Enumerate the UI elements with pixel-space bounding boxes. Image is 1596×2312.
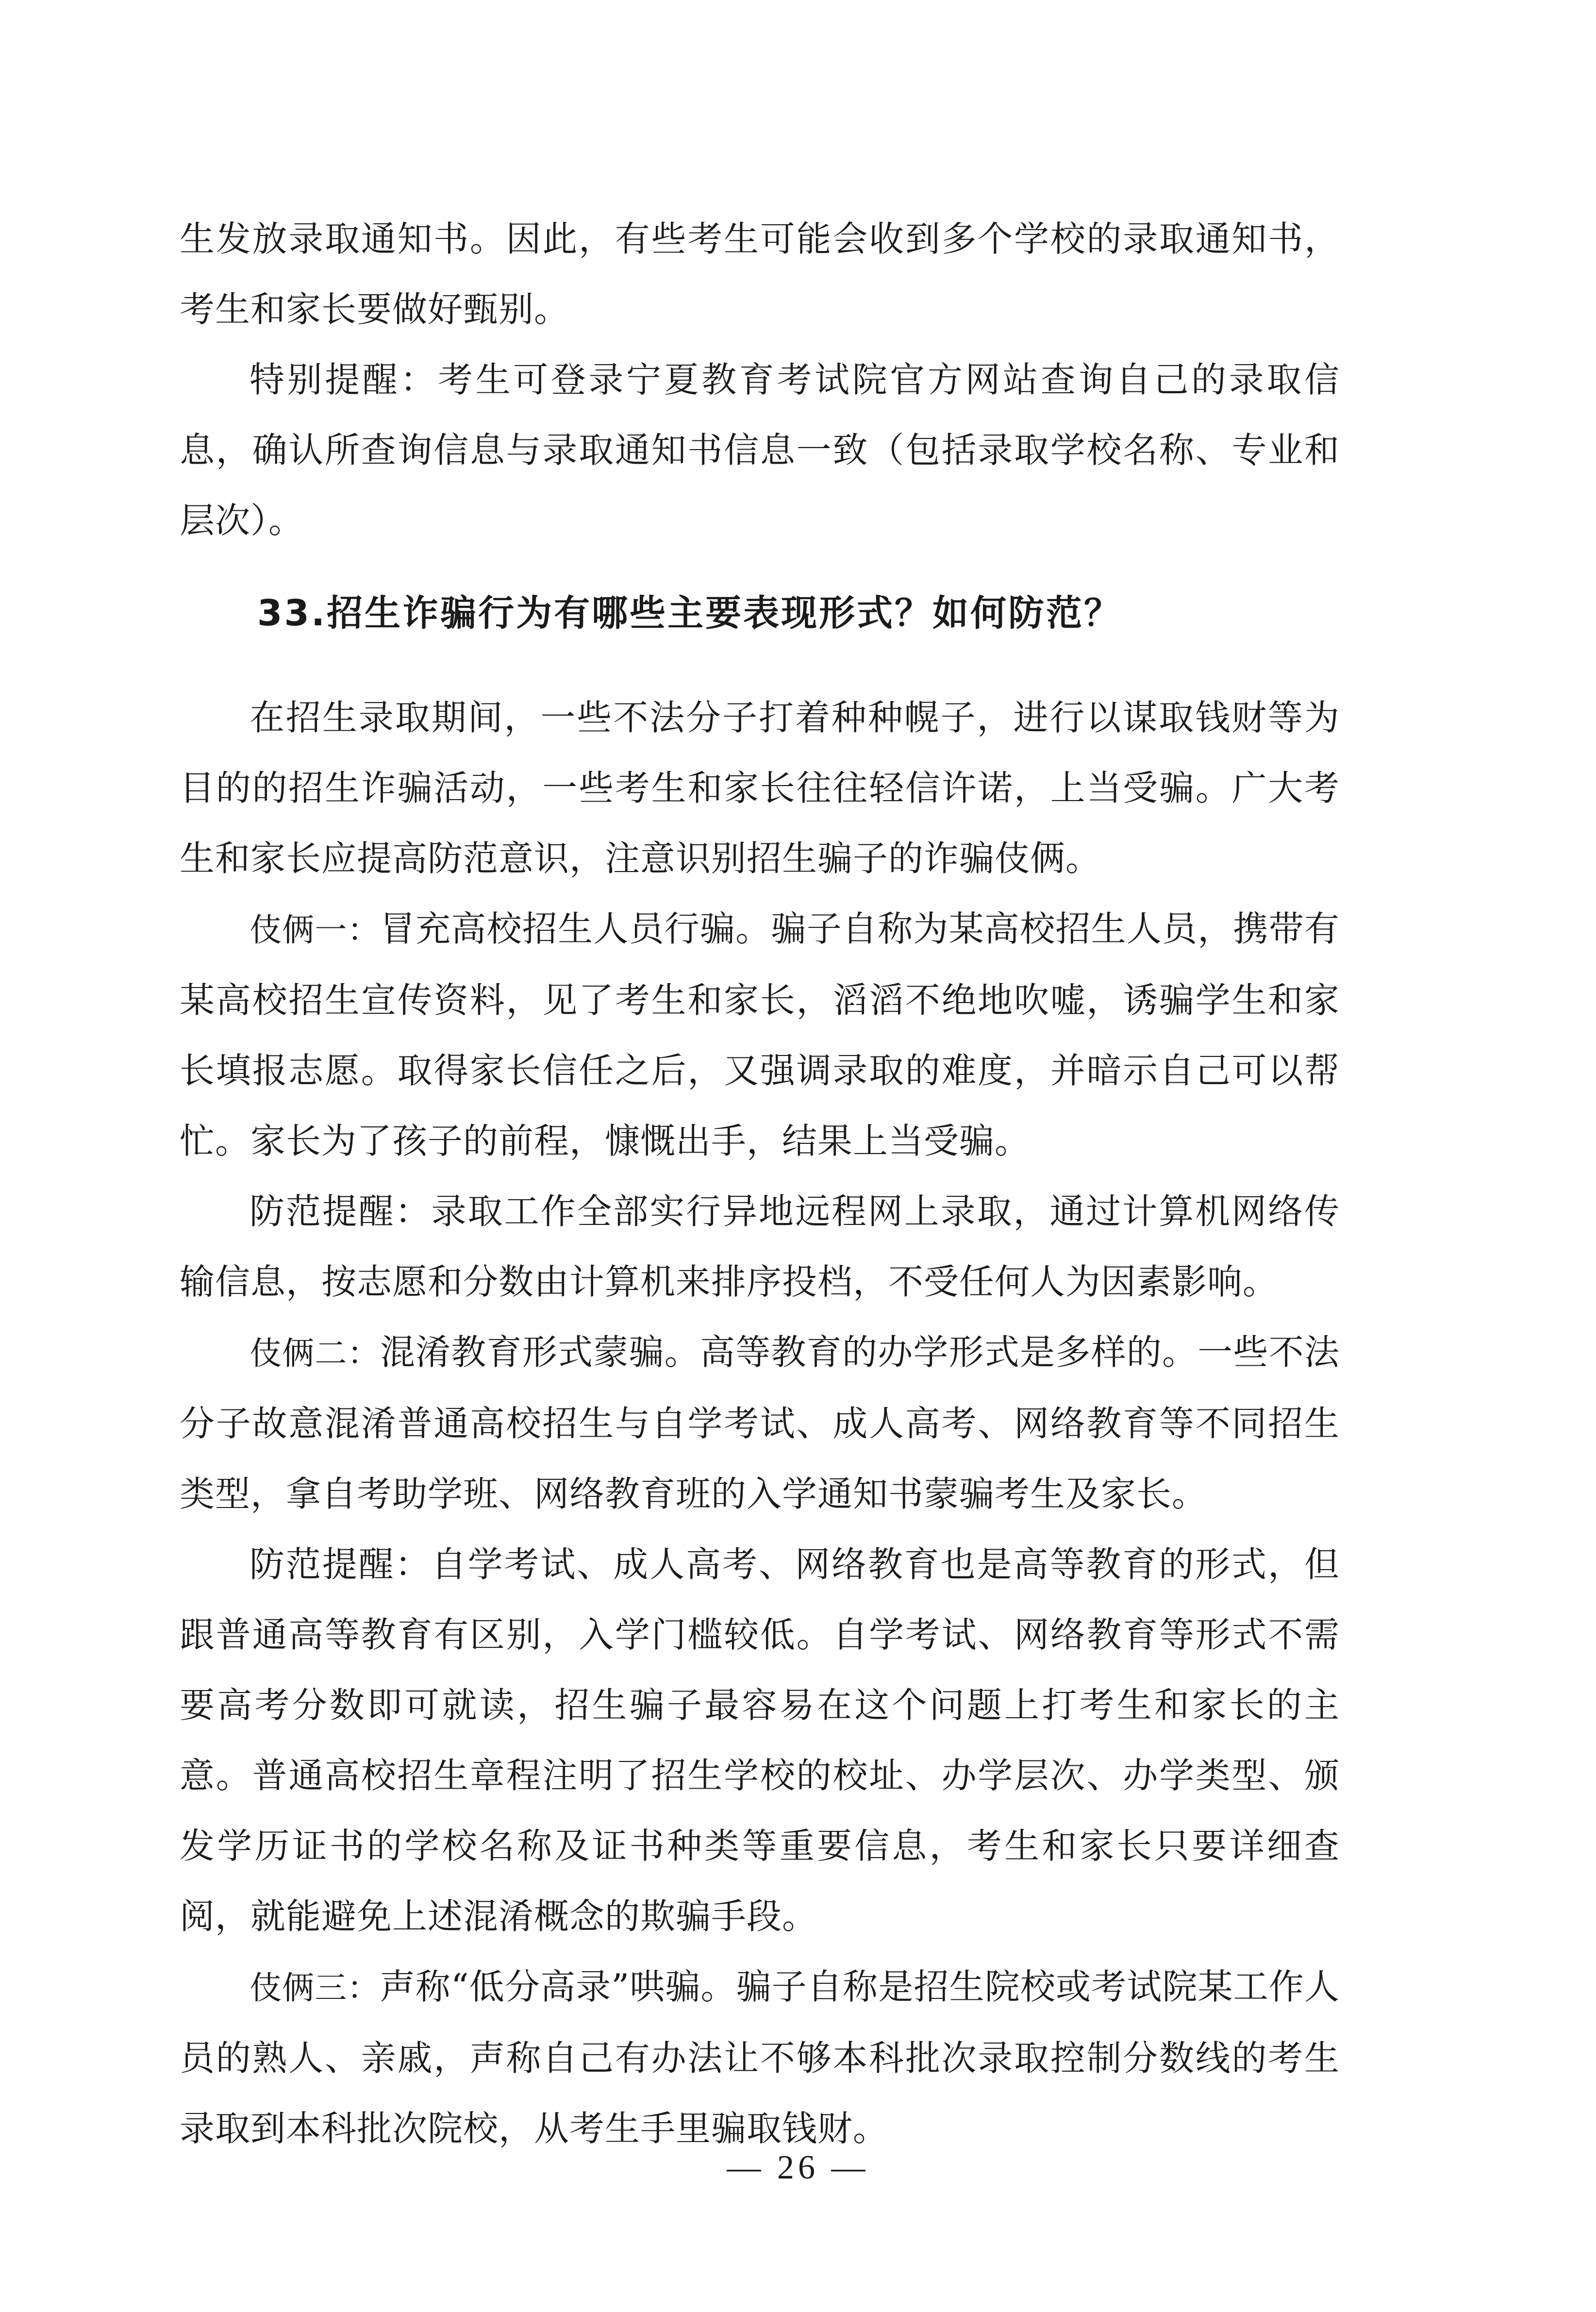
paragraph-tip-1 bbox=[180, 1176, 1340, 1317]
paragraph-intro: 在招生录取期间，一些不法分子打着种种幌子，进行以谋取钱财等为目的的招生诈骗活动，一些考生和家长往往轻信许诺，上当受骗。广大考生和家长应提高防范意识，注意识别招生骗子的诈骗伎俩。 bbox=[180, 697, 1340, 879]
tip-1-text: 录取工作全部实行异地远程网上录取，通过计算机网络传输信息，按志愿和分数由计算机来排序投档，不受任何人为因素影响。 bbox=[180, 1191, 1340, 1302]
paragraph-special-reminder bbox=[180, 345, 1340, 556]
paragraph-tip-2 bbox=[180, 1529, 1340, 1952]
tip-1-lead: 防范提醒： bbox=[249, 1191, 432, 1232]
trick-1-text: 冒充高校招生人员行骗。骗子自称为某高校招生人员，携带有某高校招生宣传资料，见了考生和家长，滔滔不绝地吹嘘，诱骗学生和家长填报志愿。取得家长信任之后，又强调录取的难度，并暗示自己可以帮忙。家长为了孩子的前程，慷慨出手，结果上当受骗。 bbox=[180, 908, 1340, 1161]
trick-2-lead: 伎俩二： bbox=[249, 1335, 380, 1372]
trick-3-text: 声称“低分高录”哄骗。骗子自称是招生院校或考试院某工作人员的熟人、亲戚，声称自己有办法让不够本科批次录取控制分数线的考生录取到本科批次院校，从考生手里骗取钱财。 bbox=[180, 1966, 1340, 2149]
paragraph-trick-2 bbox=[180, 1317, 1340, 1529]
document-body bbox=[180, 204, 1340, 2164]
page-number: — 26 — bbox=[727, 2149, 869, 2186]
tip-2-lead: 防范提醒： bbox=[249, 1544, 432, 1585]
reminder-lead: 特别提醒： bbox=[249, 359, 438, 400]
paragraph-trick-3 bbox=[180, 1952, 1340, 2164]
trick-3-lead: 伎俩三： bbox=[249, 1969, 380, 2007]
paragraph-continuation: 生发放录取通知书。因此，有些考生可能会收到多个学校的录取通知书，考生和家长要做好甄别。 bbox=[180, 218, 1340, 330]
trick-1-lead: 伎俩一： bbox=[249, 911, 380, 949]
trick-2-text: 混淆教育形式蒙骗。高等教育的办学形式是多样的。一些不法分子故意混淆普通高校招生与自学考试、成人高考、网络教育等不同招生类型，拿自考助学班、网络教育班的入学通知书蒙骗考生及家长。 bbox=[180, 1332, 1340, 1514]
section-heading: 33.招生诈骗行为有哪些主要表现形式？如何防范？ bbox=[257, 592, 1122, 634]
paragraph-trick-1 bbox=[180, 894, 1340, 1176]
tip-2-text: 自学考试、成人高考、网络教育也是高等教育的形式，但跟普通高等教育有区别，入学门槛较低。自学考试、网络教育等形式不需要高考分数即可就读，招生骗子最容易在这个问题上打考生和家长的主意。普通高校招生章程注明了招生学校的校址、办学层次、办学类型、颁发学历证书的学校名称及证书种类等重要信息，考生和家长只要详细查阅，就能避免上述混淆概念的欺骗手段。 bbox=[180, 1544, 1340, 1937]
reminder-text: 考生可登录宁夏教育考试院官方网站查询自己的录取信息，确认所查询信息与录取通知书信息一致（包括录取学校名称、专业和层次）。 bbox=[180, 359, 1340, 541]
